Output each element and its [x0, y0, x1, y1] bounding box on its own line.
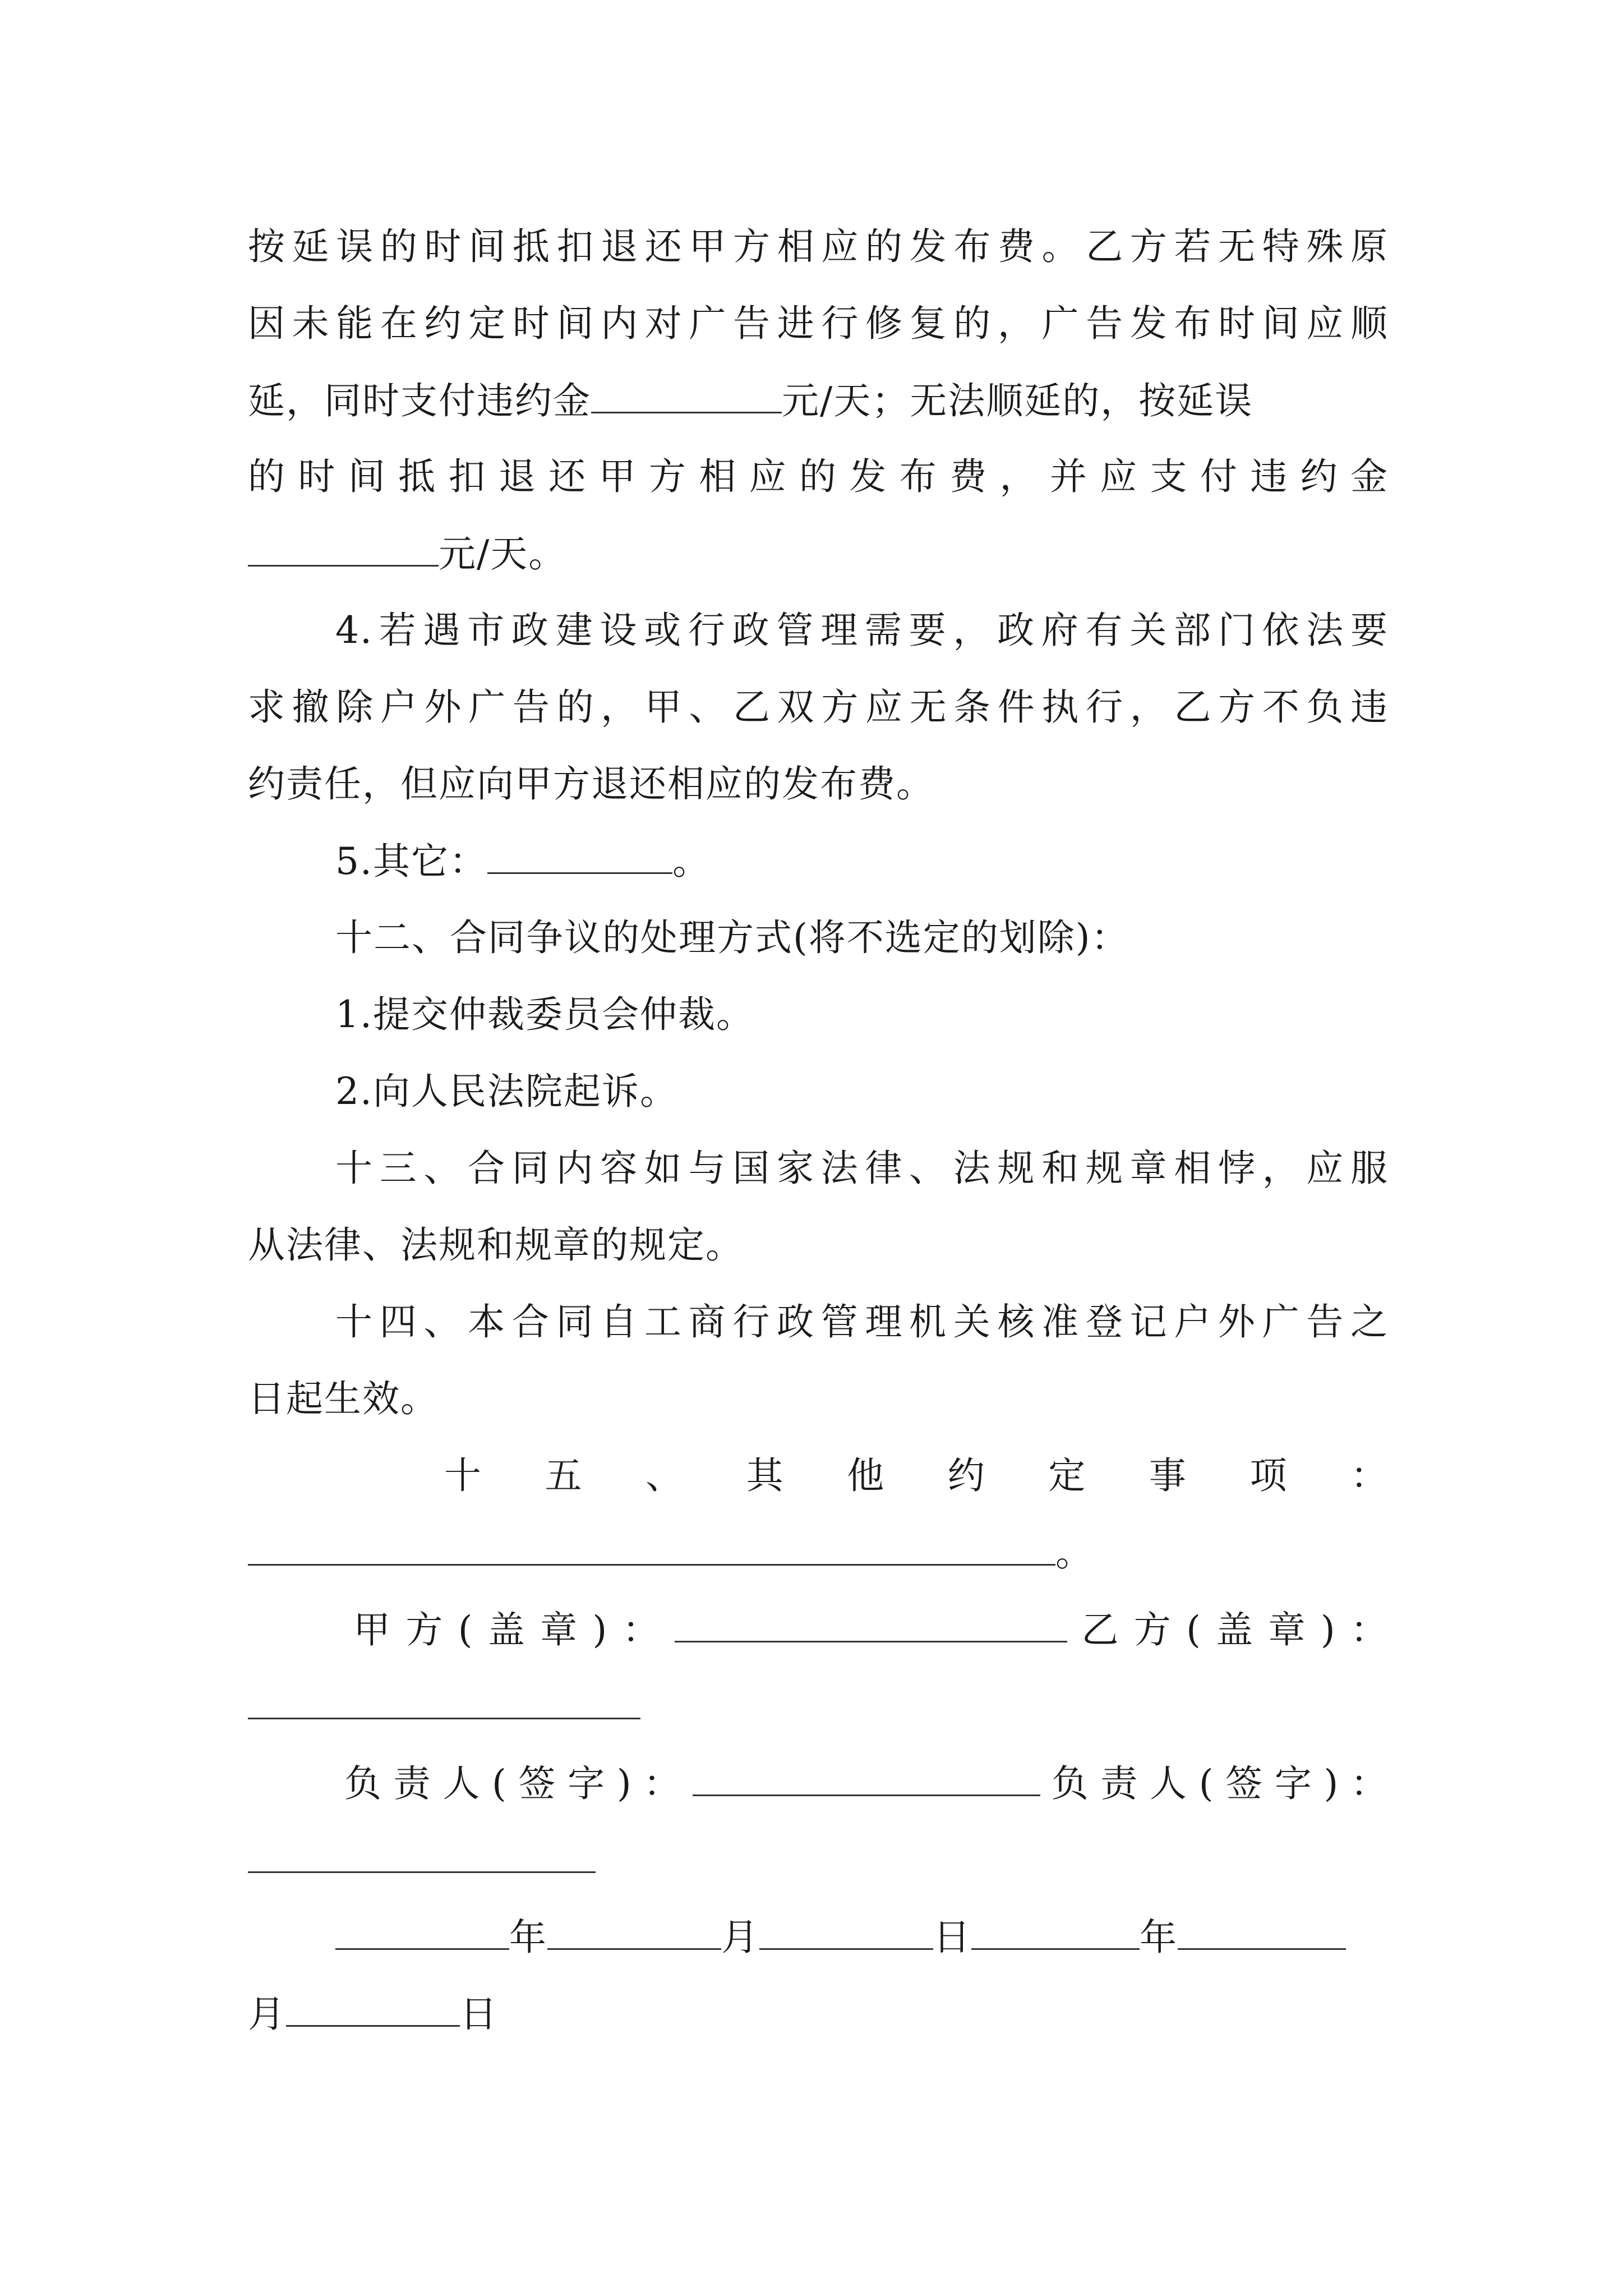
clause-13-line-2: 从法律、法规和规章的规定。	[248, 1223, 744, 1267]
party-a-month-blank	[547, 1909, 721, 1950]
party-b-year-label: 年	[1140, 1916, 1178, 1959]
party-b-seal-blank	[248, 1678, 640, 1719]
party-b-person-label: 负责人(签字)：	[1040, 1762, 1389, 1805]
party-b-person-blank	[248, 1832, 596, 1873]
party-a-year-label: 年	[509, 1916, 547, 1959]
penalty-amount-blank-1	[591, 372, 782, 413]
text-line-5	[248, 526, 1389, 582]
clause-4-line-3: 约责任，但应向甲方退还相应的发布费。	[248, 762, 934, 806]
penalty-text-b: 元/天；无法顺延的，按延误	[782, 379, 1253, 422]
text-line-1: 按延误的时间抵扣退还甲方相应的发布费。乙方若无特殊原	[248, 225, 1389, 268]
party-a-person-label: 负责人(签字)：	[344, 1762, 693, 1805]
text-line-3	[248, 372, 1389, 429]
party-a-year-blank	[335, 1909, 509, 1950]
penalty-amount-blank-2	[248, 526, 439, 567]
clause-15-blank-line	[248, 1525, 1389, 1581]
clause-13-line-1: 十三、合同内容如与国家法律、法规和规章相悖，应服	[335, 1147, 1389, 1190]
clause-15-end: 。	[1055, 1531, 1094, 1575]
clause-5-label: 5.其它：	[335, 840, 487, 883]
party-b-month-label: 月	[248, 1993, 286, 2036]
party-seal-line	[353, 1602, 1389, 1658]
party-b-seal-label: 乙方(盖章)：	[1067, 1608, 1389, 1651]
party-a-month-label: 月	[721, 1916, 759, 1959]
party-b-day-label: 日	[460, 1993, 498, 2036]
clause-4-line-1: 4.若遇市政建设或行政管理需要，政府有关部门依法要	[335, 609, 1389, 652]
party-person-line	[344, 1755, 1389, 1811]
clause-12-heading: 十二、合同争议的处理方式(将不选定的划除)：	[335, 916, 1129, 959]
clause-14-line-1: 十四、本合同自工商行政管理机关核准登记户外广告之	[335, 1300, 1389, 1343]
party-b-month-blank	[1178, 1909, 1346, 1950]
clause-5-end: 。	[672, 840, 711, 883]
clause-14-line-2: 日起生效。	[248, 1377, 439, 1420]
party-a-seal-blank	[675, 1602, 1067, 1642]
clause-5-blank	[487, 833, 672, 874]
party-b-person-blank-line	[248, 1832, 1389, 1888]
clause-12-option-1: 1.提交仲裁委员会仲裁。	[335, 993, 754, 1036]
text-line-2: 因未能在约定时间内对广告进行修复的，广告发布时间应顺	[248, 302, 1389, 345]
penalty-text-c: 元/天。	[439, 532, 567, 576]
clause-12-option-2: 2.向人民法院起诉。	[335, 1070, 678, 1113]
date-line-1	[335, 1909, 1389, 1965]
clause-15-blank	[248, 1525, 1055, 1566]
party-a-day-blank	[759, 1909, 933, 1950]
penalty-text-a: 延，同时支付违约金	[248, 379, 591, 422]
party-b-year-blank	[971, 1909, 1140, 1950]
party-b-seal-blank-line	[248, 1678, 1389, 1734]
date-line-2	[248, 1986, 1389, 2042]
party-b-day-blank	[286, 1986, 460, 2027]
clause-15-heading: 十五、其他约定事项：	[444, 1454, 1389, 1497]
text-line-4: 的时间抵扣退还甲方相应的发布费，并应支付违约金	[248, 455, 1389, 498]
party-a-day-label: 日	[933, 1916, 971, 1959]
clause-4-line-2: 求撤除户外广告的，甲、乙双方应无条件执行，乙方不负违	[248, 685, 1389, 729]
party-a-seal-label: 甲方(盖章)：	[353, 1608, 675, 1651]
clause-5-line	[335, 833, 1389, 889]
party-a-person-blank	[693, 1755, 1040, 1796]
